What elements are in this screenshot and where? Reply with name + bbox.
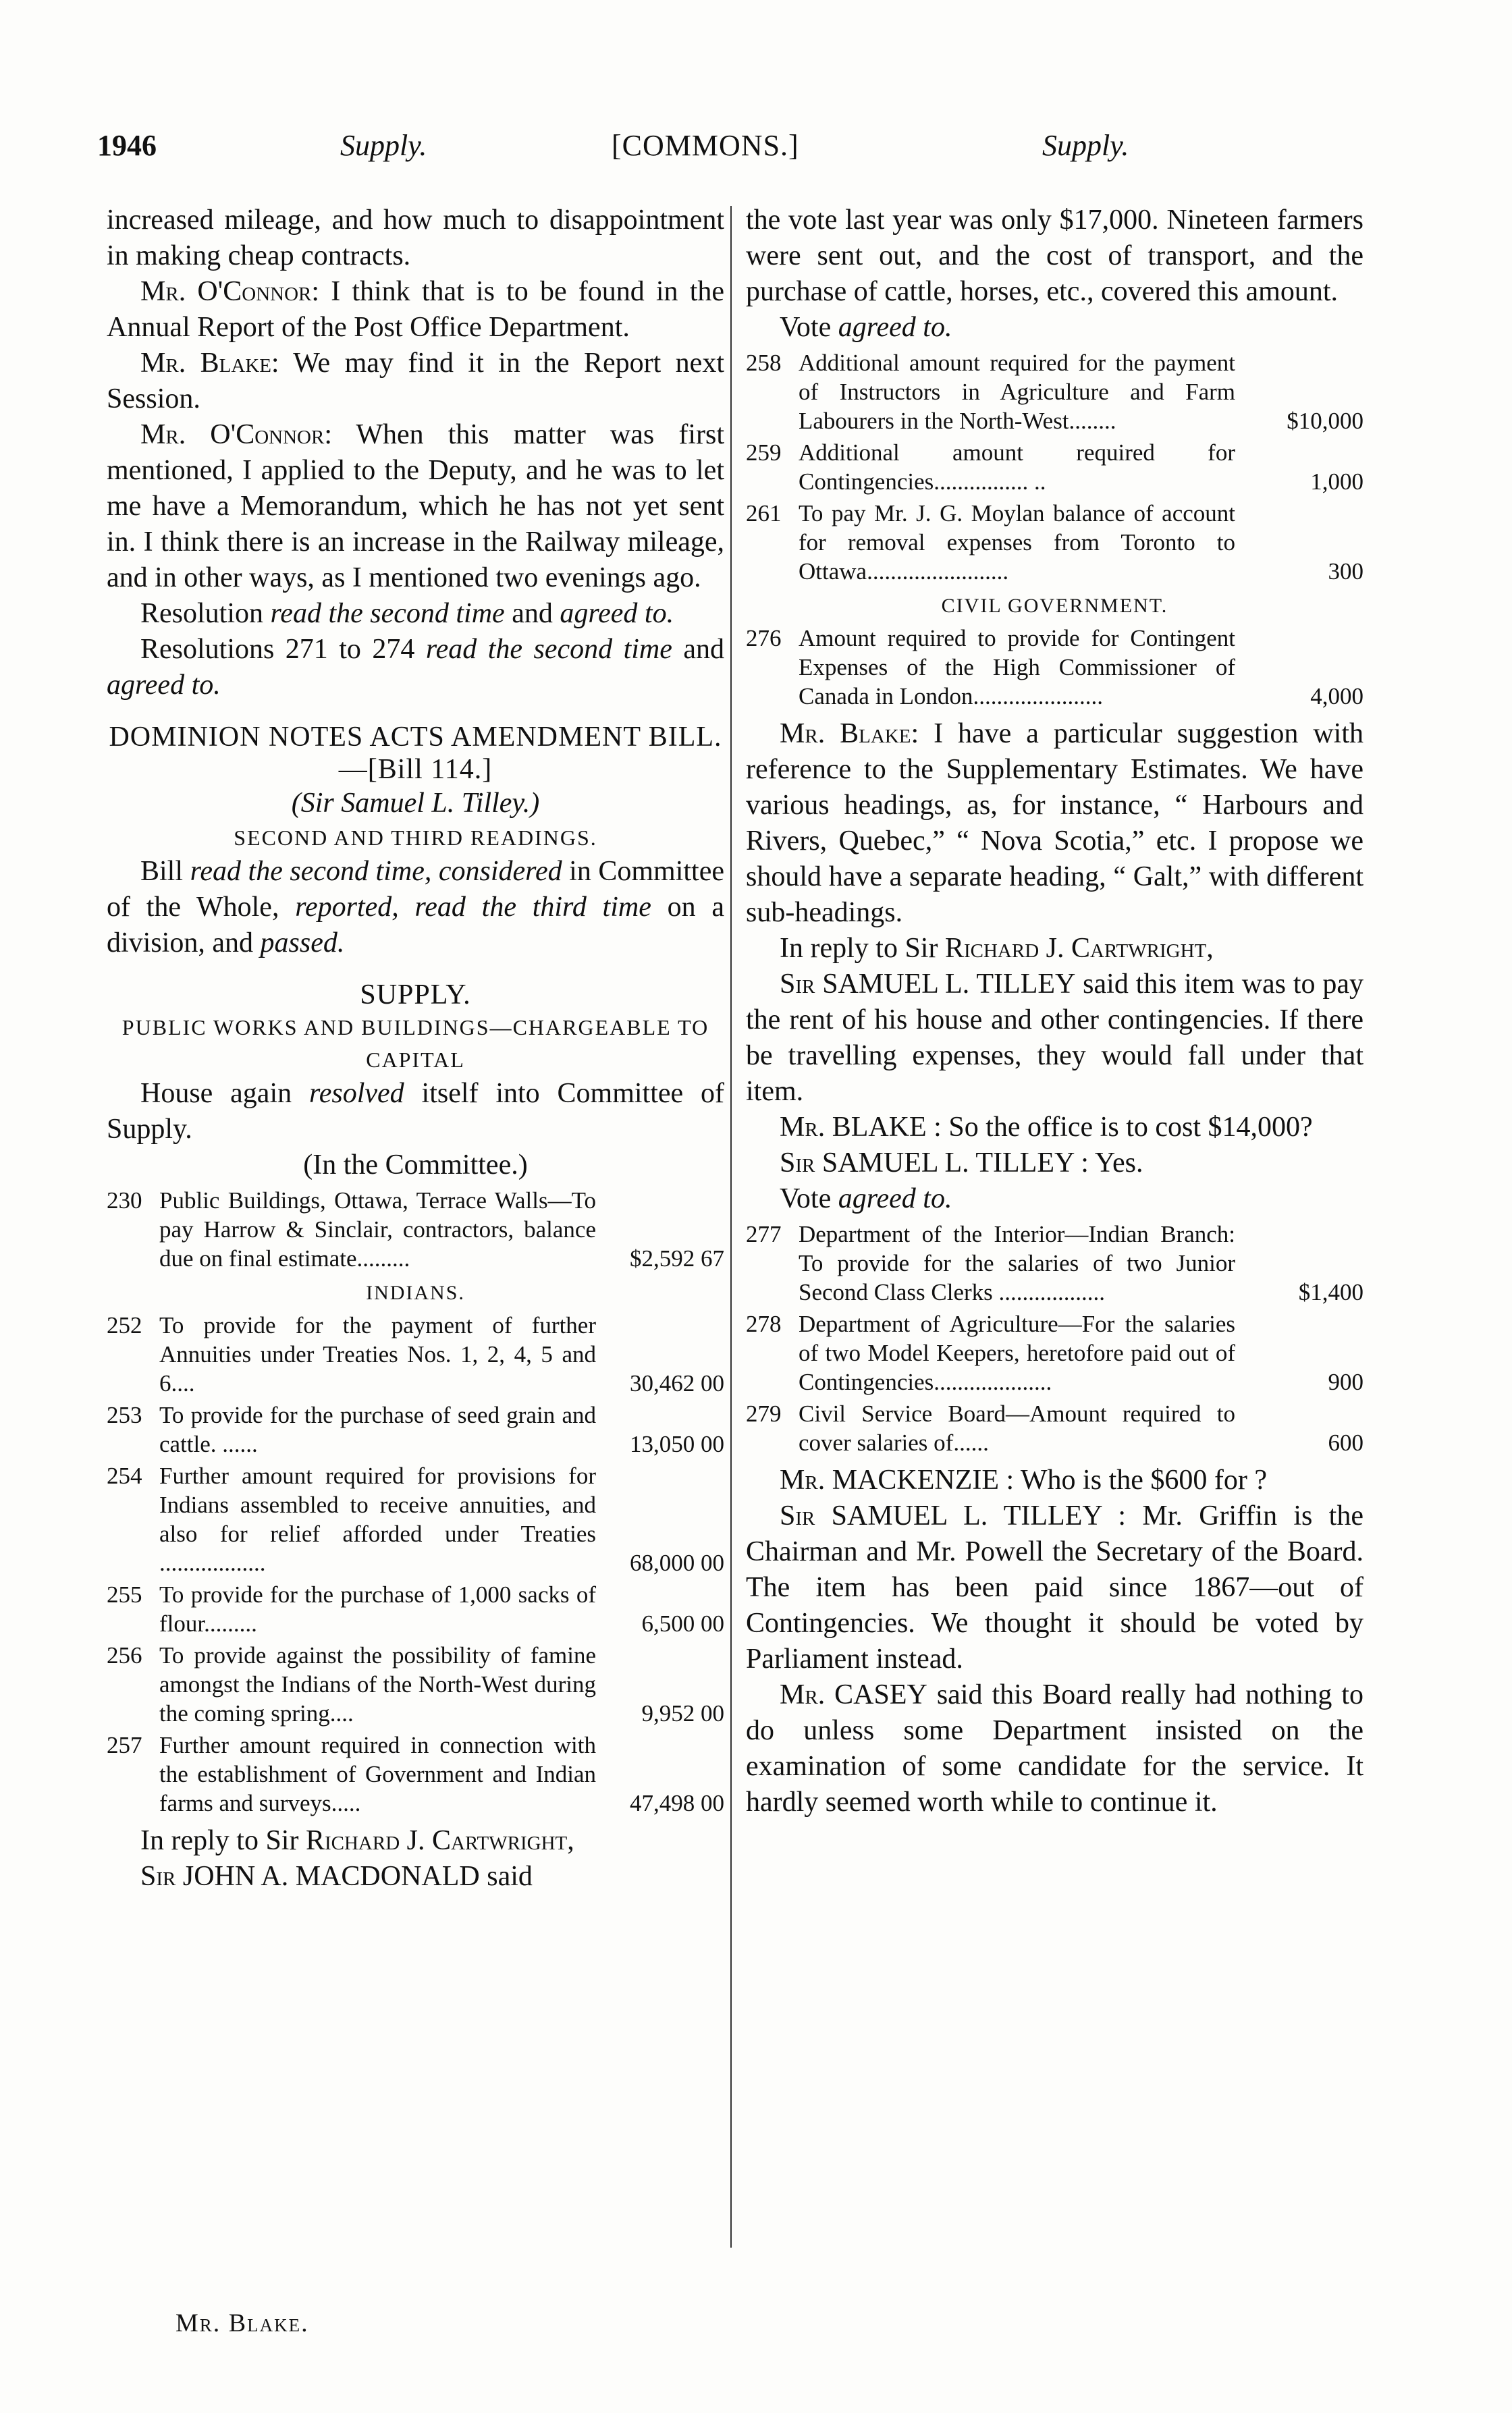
bill-sponsor: (Sir Samuel L. Tilley.) [291, 788, 540, 819]
item-amount: 13,050 00 [630, 1431, 724, 1457]
text: agreed to. [838, 1183, 952, 1214]
item-amount: $1,400 [1298, 1279, 1364, 1305]
speech-text: I have a particular suggestion with reference to the Supplementary Estimates. We have various headings, as, for instance, “ Harbours and Rivers, Quebec,” “ Nova Scotia,” etc. I propose we should have a separate heading, “ Galt,” with different sub-headings. [746, 718, 1364, 928]
text: Resolution [140, 598, 271, 629]
item-amount: $10,000 [1287, 408, 1364, 434]
text: and [504, 598, 560, 629]
item-description: Civil Service Board—Amount required to cover salaries of...... [799, 1401, 1235, 1456]
item-description: Additional amount required for Contingencies................ .. [799, 439, 1235, 495]
speaker: Mr. Blake: [780, 718, 919, 749]
speaker: Richard J. Cartwright, [305, 1825, 574, 1856]
paragraph [107, 632, 724, 703]
left-column [107, 202, 724, 1895]
speaker: Mr. MACKENZIE : [780, 1465, 1015, 1496]
paragraph [746, 1677, 1364, 1820]
item-amount: 900 [1328, 1369, 1364, 1395]
speaker: Mr. BLAKE : [780, 1112, 942, 1143]
text: agreed to. [107, 670, 221, 701]
subsection-heading: SECOND AND THIRD READINGS. [234, 825, 597, 850]
item-amount: 300 [1328, 558, 1364, 585]
text: House again [140, 1078, 309, 1109]
item-amount: 68,000 00 [630, 1550, 724, 1576]
speaker: Mr. Blake: [140, 348, 279, 379]
text: Vote [780, 312, 838, 343]
running-head-left: Supply. [340, 129, 427, 162]
speaker: Mr. CASEY [780, 1679, 927, 1710]
estimate-item [746, 1309, 1364, 1397]
speaker: Mr. O'Connor: [140, 419, 332, 450]
item-description: To provide for the purchase of seed grain and cattle. ...... [159, 1402, 596, 1457]
item-number: 255 [107, 1581, 142, 1608]
subsection-heading: INDIANS. [366, 1282, 465, 1304]
item-number: 257 [107, 1732, 142, 1758]
text: on a division, and [107, 892, 724, 958]
item-description: Public Buildings, Ottawa, Terrace Walls—To pay Harrow & Sinclair, contractors, balance due on final estimate......... [159, 1187, 596, 1272]
estimate-list [107, 1186, 724, 1273]
subsection-heading: PUBLIC WORKS AND BUILDINGS—CHARGEABLE TO CAPITAL [122, 1015, 709, 1072]
speaker: Sir SAMUEL L. TILLEY : [780, 1500, 1127, 1531]
running-head-right: Supply. [1042, 129, 1129, 162]
item-amount: 6,500 00 [641, 1610, 724, 1637]
column-divider [730, 206, 732, 2248]
running-head [97, 126, 1353, 166]
section-heading: DOMINION NOTES ACTS AMENDMENT BILL.—[Bill 114.] [109, 722, 722, 785]
paragraph [107, 1076, 724, 1147]
estimate-list [107, 1311, 724, 1818]
speaker: Sir SAMUEL L. TILLEY : [780, 1147, 1089, 1178]
speech-text: said this Board really had nothing to do unless some Department insisted on the examination of some candidate for the service. It hardly seemed worth while to continue it. [746, 1679, 1364, 1818]
estimate-item [107, 1461, 724, 1577]
item-description: Amount required to provide for Contingent Expenses of the High Commissioner of Canada in London...................... [799, 625, 1235, 709]
vote-line [746, 1181, 1364, 1217]
item-number: 254 [107, 1463, 142, 1489]
text: Sir [140, 1861, 183, 1892]
committee-note: (In the Committee.) [303, 1149, 528, 1181]
running-head-center: [COMMONS.] [612, 129, 799, 162]
text: read the second time [425, 634, 672, 665]
text: itself into Committee of Supply. [107, 1078, 724, 1145]
speaker: Mr. O'Connor: [140, 276, 320, 307]
estimate-list [746, 1220, 1364, 1457]
item-description: To provide against the possibility of famine amongst the Indians of the North-West during the coming spring.... [159, 1642, 596, 1727]
text: read the second time [270, 598, 505, 629]
item-amount: 47,498 00 [630, 1790, 724, 1816]
speech-text: We may find it in the Report next Session. [107, 348, 724, 414]
paragraph [107, 1859, 724, 1895]
item-number: 230 [107, 1187, 142, 1214]
paragraph [746, 716, 1364, 931]
speech-text: Who is the $600 for ? [1014, 1465, 1267, 1496]
item-number: 278 [746, 1311, 782, 1337]
estimate-item [107, 1731, 724, 1818]
text: said [479, 1861, 533, 1892]
estimate-item [107, 1311, 724, 1398]
paragraph [107, 596, 724, 632]
item-number: 256 [107, 1642, 142, 1669]
estimate-item [746, 348, 1364, 435]
item-amount: 1,000 [1310, 468, 1364, 495]
estimate-list [746, 348, 1364, 586]
paragraph [746, 1145, 1364, 1181]
item-amount: $2,592 67 [630, 1245, 724, 1272]
speaker: Sir SAMUEL L. TILLEY [780, 969, 1076, 1000]
speech-text: When this matter was first mentioned, I applied to the Deputy, and he was to let me have a Memorandum, which he has not yet sent in. I think there is an increase in the Railway mileage, and in other ways, as I mentioned two evenings ago. [107, 419, 724, 593]
item-number: 252 [107, 1312, 142, 1338]
item-number: 258 [746, 350, 782, 376]
estimate-item [746, 1399, 1364, 1457]
paragraph: the vote last year was only $17,000. Nineteen farmers were sent out, and the cost of transport, and the purchase of cattle, horses, etc., covered this amount. [746, 205, 1364, 307]
estimate-item [746, 1220, 1364, 1307]
paragraph: increased mileage, and how much to disappointment in making cheap contracts. [107, 205, 724, 271]
speech-text: So the office is to cost $14,000? [941, 1112, 1313, 1143]
estimate-item [746, 499, 1364, 586]
speech-text: Mr. Griffin is the Chairman and Mr. Powell the Secretary of the Board. The item has been paid since 1867—out of Contingencies. We thought it should be voted by Parliament instead. [746, 1500, 1364, 1675]
text: agreed to. [560, 598, 674, 629]
text: In reply to Sir [140, 1825, 306, 1856]
item-number: 253 [107, 1402, 142, 1428]
item-description: To pay Mr. J. G. Moylan balance of account for removal expenses from Toronto to Ottawa........................ [799, 500, 1235, 585]
item-description: Further amount required in connection with the establishment of Government and Indian farms and surveys..... [159, 1732, 596, 1816]
subsection-heading: CIVIL GOVERNMENT. [941, 595, 1168, 617]
item-description: To provide for the payment of further Annuities under Treaties Nos. 1, 2, 4, 5 and 6.... [159, 1312, 596, 1397]
text: agreed to. [838, 312, 952, 343]
text: Bill [140, 856, 190, 887]
item-number: 259 [746, 439, 782, 466]
estimate-item [746, 438, 1364, 496]
speech-text: said this item was to pay the rent of his house and other contingencies. If there be travelling expenses, they would fall under that item. [746, 969, 1364, 1107]
paragraph [107, 854, 724, 961]
item-description: Further amount required for provisions for Indians assembled to receive annuities, and also for relief afforded under Treaties .................. [159, 1463, 596, 1576]
item-description: Additional amount required for the payment of Instructors in Agriculture and Farm Labourers in the North-West........ [799, 350, 1235, 434]
paragraph [107, 274, 724, 346]
item-number: 261 [746, 500, 782, 526]
paragraph [746, 1463, 1364, 1498]
speech-text: Yes. [1088, 1147, 1143, 1178]
text: read the second time, considered [190, 856, 562, 887]
page-number: 1946 [97, 129, 157, 162]
paragraph [107, 417, 724, 596]
estimate-item [746, 624, 1364, 711]
estimate-list [746, 624, 1364, 711]
item-description: To provide for the purchase of 1,000 sacks of flour......... [159, 1581, 596, 1637]
item-amount: 9,952 00 [641, 1700, 724, 1727]
paragraph [746, 967, 1364, 1110]
text: passed. [260, 927, 345, 958]
vote-line [746, 310, 1364, 346]
item-description: Department of the Interior—Indian Branch: To provide for the salaries of two Junior Second Class Clerks .................. [799, 1221, 1235, 1305]
estimate-item [107, 1186, 724, 1273]
paragraph [107, 1823, 724, 1859]
text: reported, read the third time [295, 892, 651, 923]
text: Resolutions 271 to 274 [140, 634, 426, 665]
item-description: Department of Agriculture—For the salaries of two Model Keepers, heretofore paid out of Contingencies.................... [799, 1311, 1235, 1395]
item-number: 276 [746, 625, 782, 651]
catchword: Mr. Blake. [176, 2309, 309, 2337]
item-amount: 4,000 [1310, 683, 1364, 709]
paragraph [746, 931, 1364, 967]
speech-text: I think that is to be found in the Annual Report of the Post Office Department. [107, 276, 725, 343]
paragraph [746, 1110, 1364, 1145]
section-heading: SUPPLY. [360, 979, 471, 1010]
estimate-item [107, 1580, 724, 1638]
text: and [672, 634, 724, 665]
estimate-item [107, 1641, 724, 1728]
item-number: 277 [746, 1221, 782, 1247]
speaker: JOHN A. MACDONALD [182, 1861, 480, 1892]
paragraph [746, 1498, 1364, 1677]
text: resolved [308, 1078, 404, 1109]
text: Vote [780, 1183, 838, 1214]
text: In reply to Sir [780, 933, 945, 964]
text: in Committee of the Whole, [107, 856, 724, 923]
speaker: Richard J. Cartwright, [944, 933, 1214, 964]
estimate-item [107, 1401, 724, 1459]
paragraph [107, 346, 724, 417]
item-number: 279 [746, 1401, 782, 1427]
item-amount: 600 [1328, 1430, 1364, 1456]
right-column [746, 202, 1364, 1820]
item-amount: 30,462 00 [630, 1370, 724, 1397]
